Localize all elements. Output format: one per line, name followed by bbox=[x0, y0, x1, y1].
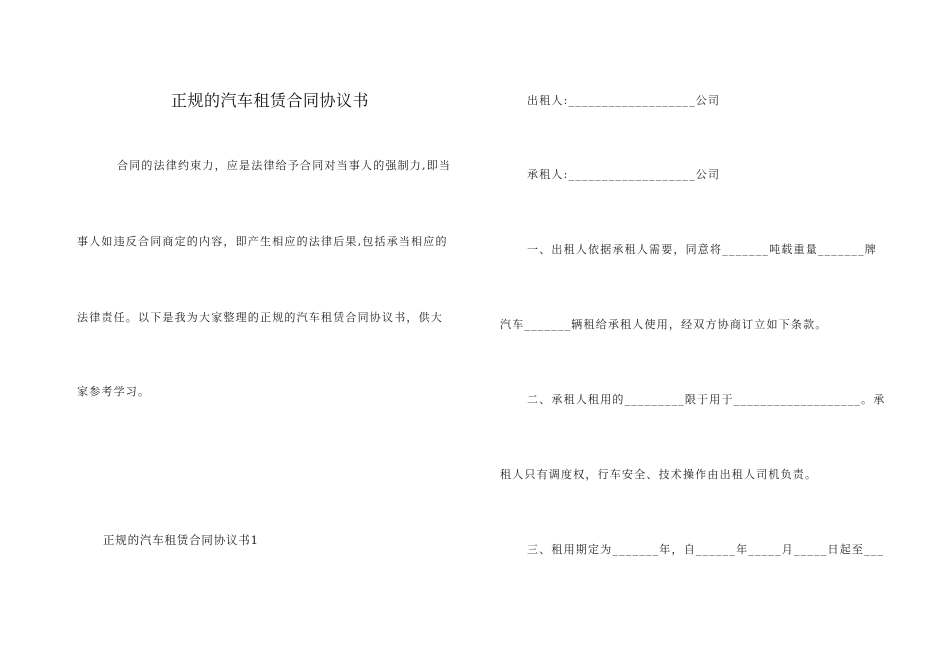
clause-1-line-2: 汽车_______辆租给承租人使用，经双方协商订立如下条款。 bbox=[500, 318, 828, 331]
clause-1-line-1: 一、出租人依据承租人需要，同意将_______吨载重量_______牌 bbox=[527, 243, 877, 256]
clause-2-line-2: 租人只有调度权，行车安全、技术操作由出租人司机负责。 bbox=[500, 468, 818, 481]
document-title: 正规的汽车租赁合同协议书 bbox=[170, 91, 369, 110]
intro-line-1: 合同的法律约束力，应是法律给予合同对当事人的强制力,即当 bbox=[117, 159, 452, 172]
clause-3-line-1: 三、租用期定为_______年，自______年_____月_____日起至___ bbox=[527, 543, 885, 556]
lessor-line: 出租人:___________________公司 bbox=[527, 94, 721, 107]
clause-2-line-1: 二、承租人租用的_________限于用于___________________。承 bbox=[527, 393, 886, 406]
section-heading: 正规的汽车租赁合同协议书1 bbox=[103, 533, 259, 547]
intro-line-3: 法律责任。以下是我为大家整理的正规的汽车租赁合同协议书，供大 bbox=[77, 311, 443, 324]
lessee-line: 承租人:___________________公司 bbox=[527, 168, 721, 181]
intro-line-4: 家参考学习。 bbox=[77, 385, 151, 398]
intro-line-2: 事人如违反合同商定的内容，即产生相应的法律后果,包括承当相应的 bbox=[77, 235, 448, 248]
